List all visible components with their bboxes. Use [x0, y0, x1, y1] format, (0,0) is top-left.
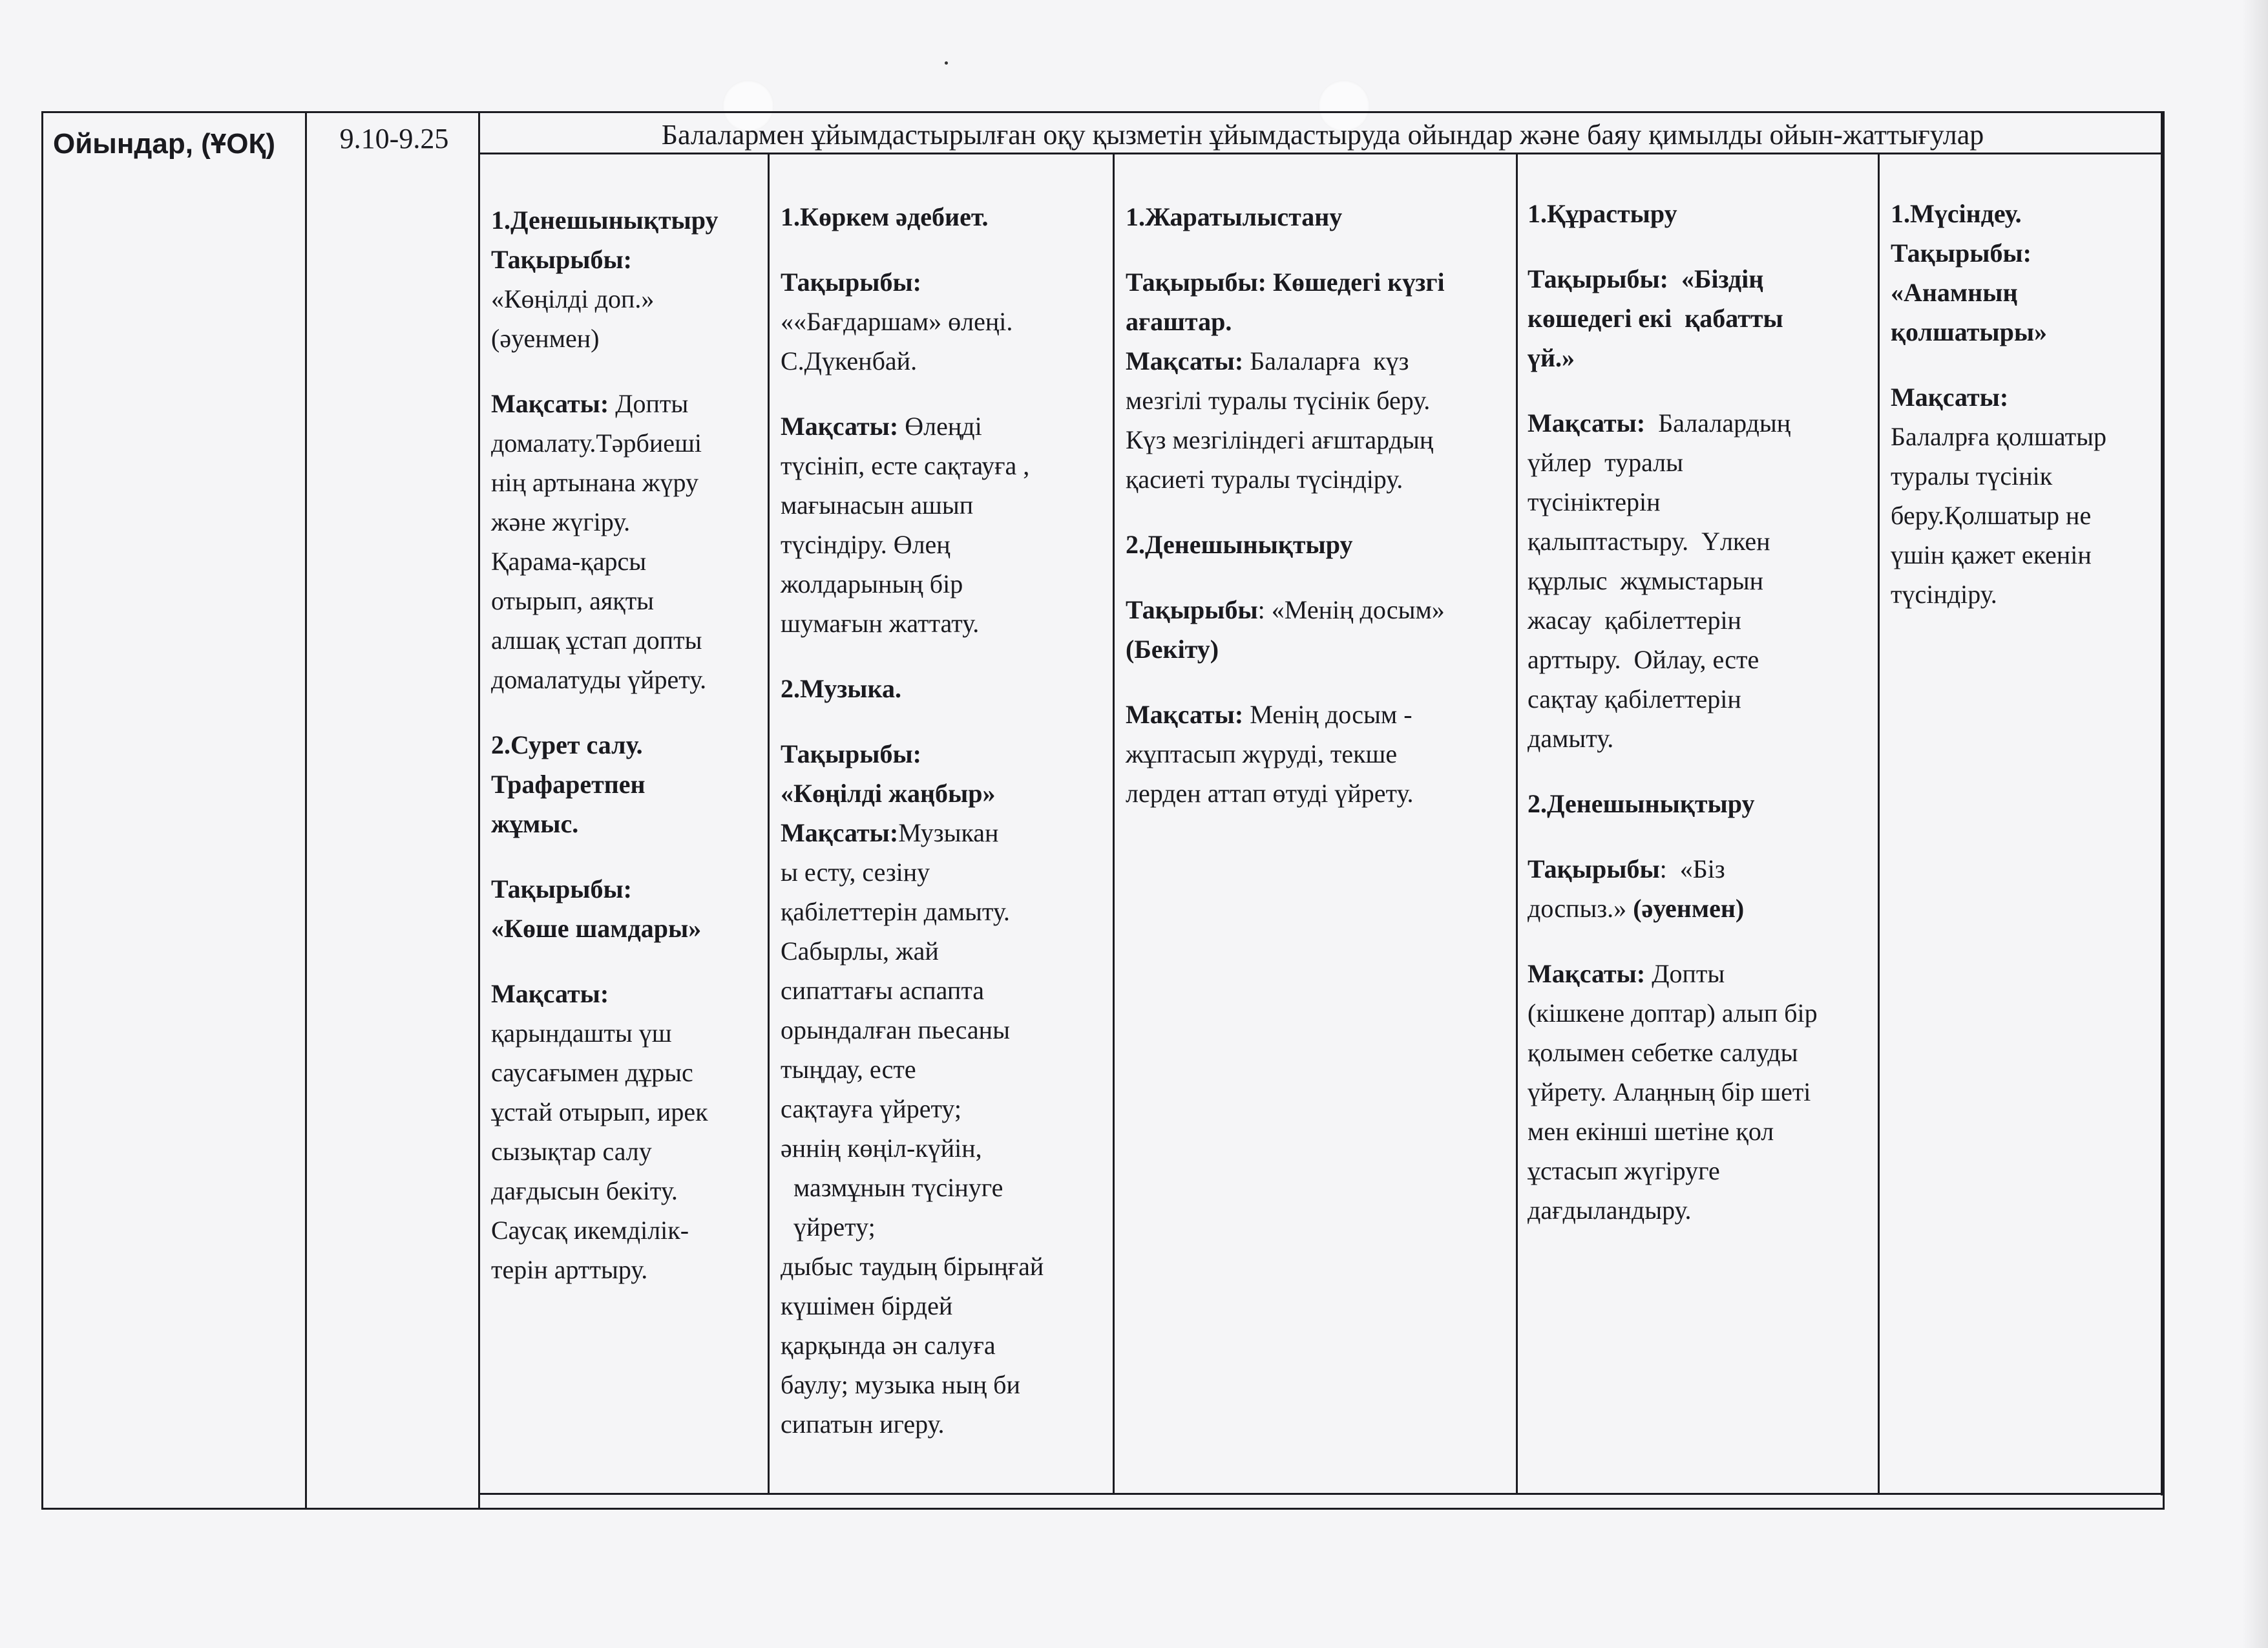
cell-text-line [1126, 302, 1513, 341]
cell-text-line [1528, 403, 1876, 443]
text: қарындашты үш [491, 1019, 672, 1048]
cell-text-line [1528, 679, 1876, 719]
cell-text-line [781, 407, 1109, 446]
cell-text-line [781, 1050, 1109, 1089]
text: Балалардың [1645, 408, 1791, 438]
text: сипатын игеру. [781, 1410, 945, 1439]
cell-text-line [1891, 575, 2157, 614]
cell-text-line [491, 1250, 762, 1289]
table-divider [2161, 111, 2163, 1495]
cell-text-line [781, 485, 1109, 525]
text: мен екінші шетіне қол [1528, 1117, 1774, 1146]
cell-text-line [491, 1053, 762, 1092]
cell-text-line [781, 262, 1109, 302]
paragraph-gap [1528, 377, 1876, 403]
cell-text-line [1891, 417, 2157, 456]
bold-text: Тақырыбы: Көшедегі күзгі [1126, 268, 1445, 297]
text: үшін қажет екенін [1891, 540, 2092, 569]
cell-text-line [1528, 889, 1876, 928]
cell-text-line [781, 446, 1109, 485]
text: сақтау қабілеттерін [1528, 684, 1741, 713]
cell-text-line [1126, 420, 1513, 460]
bold-text: (Бекіту) [1126, 635, 1219, 664]
bold-text: қолшатыры» [1891, 317, 2048, 346]
cell-text-line [781, 852, 1109, 892]
cell-text-line [491, 804, 762, 843]
cell-text-line [1528, 993, 1876, 1033]
text: мағынасын ашып [781, 491, 974, 520]
table-divider [1113, 153, 1115, 1494]
cell-text-line [781, 604, 1109, 643]
text: доспыз.» [1528, 894, 1627, 923]
text: ұстай отырып, ирек [491, 1097, 708, 1126]
bold-text: 1.Денешынықтыру [491, 206, 719, 235]
text: түсіндіру. [1891, 580, 1997, 609]
cell-text-line [491, 620, 762, 660]
text: баулу; музыка ның би [781, 1370, 1020, 1399]
cell-text-line [1528, 259, 1876, 299]
bold-text: «Анамның [1891, 278, 2018, 307]
cell-text-line [781, 341, 1109, 381]
text: сипаттағы аспапта [781, 976, 985, 1005]
cell-text-line [1528, 600, 1876, 640]
paragraph-gap [491, 358, 762, 384]
paragraph-gap [1528, 758, 1876, 784]
text: дамыту. [1528, 724, 1614, 753]
text: терін арттыру. [491, 1255, 648, 1284]
cell-text-line [781, 774, 1109, 813]
day-column [1126, 197, 1513, 813]
text: сақтауға үйрету; [781, 1094, 961, 1123]
cell-text-line [1528, 1190, 1876, 1230]
text: ««Бағдаршам» өлеңі. [781, 307, 1013, 336]
cell-text-line [491, 869, 762, 909]
cell-text-line [1891, 312, 2157, 352]
bold-text: «Көше шамдары» [491, 914, 702, 943]
cell-text-line [1891, 273, 2157, 312]
cell-text-line [491, 502, 762, 542]
text: Допты [609, 389, 689, 418]
bold-text: Тақырыбы: [491, 874, 632, 903]
text: С.Дүкенбай. [781, 346, 918, 375]
cell-text-line [781, 1207, 1109, 1247]
paragraph-gap [781, 237, 1109, 262]
bold-text: Мақсаты: [1528, 408, 1646, 438]
cell-text-line [1528, 849, 1876, 889]
paragraph-gap [781, 643, 1109, 669]
cell-text-line [1528, 954, 1876, 993]
cell-text-line [491, 581, 762, 620]
cell-text-line [1528, 299, 1876, 338]
cell-text-line [1528, 194, 1876, 233]
text: жұптасып жүруді, текше [1126, 739, 1398, 768]
cell-text-line [781, 302, 1109, 341]
paragraph-gap [781, 708, 1109, 734]
cell-text-line [1126, 695, 1513, 734]
text: жасау қабілеттерін [1528, 606, 1741, 635]
bold-text: 1.Көркем әдебиет. [781, 202, 989, 231]
paragraph-gap [1528, 233, 1876, 259]
text: домалатуды үйрету. [491, 665, 707, 694]
text: түсіндіру. Өлең [781, 530, 950, 559]
text: және жүгіру. [491, 507, 631, 536]
day-column [491, 200, 762, 1289]
text: беру.Қолшатыр не [1891, 501, 2092, 530]
bold-text: 2.Музыка. [781, 674, 901, 703]
cell-text-line [1528, 338, 1876, 377]
cell-text-line [781, 734, 1109, 774]
text: Допты [1645, 959, 1725, 988]
text: : «Біз [1659, 854, 1725, 883]
bold-text: көшедегі екі қабатты [1528, 304, 1783, 333]
cell-text-line [1126, 629, 1513, 669]
text: қасиеті туралы түсіндіру. [1126, 465, 1403, 494]
cell-text-line [781, 1247, 1109, 1286]
text: отырып, аяқты [491, 586, 655, 615]
cell-text-line [1126, 381, 1513, 420]
table-divider [305, 111, 307, 1510]
scan-speck [945, 61, 948, 65]
cell-text-line [781, 1365, 1109, 1404]
bold-text: (әуенмен) [1626, 894, 1745, 923]
bold-text: Тақырыбы: [491, 245, 632, 274]
paragraph-gap [781, 381, 1109, 407]
paragraph-gap [1126, 564, 1513, 590]
cell-text-line [491, 319, 762, 358]
day-column [781, 197, 1109, 1444]
cell-text-line [781, 971, 1109, 1010]
cell-text-line [1528, 640, 1876, 679]
cell-text-line [781, 1128, 1109, 1168]
cell-text-line [781, 813, 1109, 852]
paragraph-gap [1528, 928, 1876, 954]
section-label: Ойындар, (ҰОҚ) [53, 128, 276, 160]
bold-text: Тақырыбы [1126, 595, 1258, 624]
text: шумағын жаттату. [781, 609, 980, 638]
text: арттыру. Ойлау, есте [1528, 645, 1759, 674]
paragraph-gap [491, 948, 762, 974]
text: лерден аттап өтуді үйрету. [1126, 779, 1414, 808]
cell-text-line [1126, 734, 1513, 774]
text: Өлеңді [898, 412, 982, 441]
cell-text-line [1891, 496, 2157, 535]
text: ы есту, сезіну [781, 858, 930, 887]
text: жолдарының бір [781, 569, 963, 598]
bold-text: Мақсаты: [491, 389, 609, 418]
paragraph-gap [491, 699, 762, 725]
bold-text: 2.Денешынықтыру [1528, 789, 1755, 818]
bold-text: Тақырыбы: [1891, 238, 2032, 268]
bold-text: үй.» [1528, 343, 1575, 372]
paragraph-gap [491, 843, 762, 869]
text: Сабырлы, жай [781, 936, 939, 966]
cell-text-line [781, 1089, 1109, 1128]
text: қабілеттерін дамыту. [781, 897, 1010, 926]
activity-header: Балалармен ұйымдастырылған оқу қызметін ұйымдастыруда ойындар және баяу қимылды ойын-жаттығулар [661, 119, 1984, 151]
bold-text: Мақсаты: [1126, 346, 1244, 375]
page-edge-shadow [2242, 0, 2268, 1648]
cell-text-line [1126, 197, 1513, 237]
cell-text-line [1126, 262, 1513, 302]
paragraph-gap [1126, 499, 1513, 525]
bold-text: Мақсаты: [1891, 383, 2009, 412]
paragraph-gap [1528, 823, 1876, 849]
table-divider [1516, 153, 1518, 1494]
text: «Көңілді доп.» [491, 284, 655, 313]
cell-text-line [1528, 1112, 1876, 1151]
text: саусағымен дұрыс [491, 1058, 693, 1087]
text: сызықтар салу [491, 1137, 652, 1166]
cell-text-line [781, 669, 1109, 708]
bold-text: 1.Мүсіндеу. [1891, 199, 2022, 228]
cell-text-line [1126, 341, 1513, 381]
text: Музыкан [898, 818, 999, 847]
paragraph-gap [1126, 237, 1513, 262]
table-divider [478, 153, 2163, 154]
cell-text-line [1528, 1151, 1876, 1190]
table-divider [478, 1493, 2163, 1495]
cell-text-line [491, 423, 762, 463]
text: : «Менің досым» [1257, 595, 1445, 624]
cell-text-line [491, 542, 762, 581]
text: дыбыс таудың бірыңғай [781, 1252, 1044, 1281]
bold-text: 2.Денешынықтыру [1126, 530, 1353, 559]
text: әннің көңіл-күйін, [781, 1134, 982, 1163]
text: мезгілі туралы түсінік беру. [1126, 386, 1431, 415]
cell-text-line [491, 200, 762, 240]
text: Саусақ икемділік- [491, 1216, 689, 1245]
bold-text: Тақырыбы: «Біздің [1528, 264, 1764, 293]
bold-text: Тақырыбы [1528, 854, 1660, 883]
cell-text-line [781, 1010, 1109, 1050]
text: қалыптастыру. Үлкен [1528, 527, 1770, 556]
cell-text-line [1528, 443, 1876, 482]
text: құрлыс жұмыстарын [1528, 566, 1764, 595]
cell-text-line [781, 197, 1109, 237]
text: (әуенмен) [491, 324, 600, 353]
table-divider [478, 111, 480, 1510]
cell-text-line [1891, 233, 2157, 273]
text: түсініп, есте сақтауға , [781, 451, 1030, 480]
cell-text-line [781, 892, 1109, 931]
text: күшімен бірдей [781, 1291, 953, 1320]
bold-text: 1.Құрастыру [1528, 199, 1677, 228]
bold-text: 2.Сурет салу. [491, 730, 643, 759]
cell-text-line [491, 1092, 762, 1132]
time-slot: 9.10-9.25 [339, 123, 449, 154]
cell-text-line [1891, 377, 2157, 417]
text: дағдысын бекіту. [491, 1176, 678, 1205]
cell-text-line [781, 1286, 1109, 1326]
cell-text-line [781, 1326, 1109, 1365]
cell-text-line [1528, 561, 1876, 600]
bold-text: Мақсаты: [491, 979, 609, 1008]
cell-text-line [1126, 460, 1513, 499]
text: туралы түсінік [1891, 461, 2053, 491]
text: (кішкене доптар) алып бір [1528, 998, 1818, 1028]
cell-text-line [491, 384, 762, 423]
text: түсініктерін [1528, 487, 1661, 516]
table-divider [1878, 153, 1880, 1494]
text: Балалрға қолшатыр [1891, 422, 2107, 451]
cell-text-line [781, 564, 1109, 604]
text: мазмұнын түсінуге [781, 1173, 1003, 1202]
cell-text-line [781, 1168, 1109, 1207]
cell-text-line [491, 660, 762, 699]
table-divider [768, 153, 770, 1494]
text: Күз мезгіліндегі ағштардың [1126, 425, 1434, 454]
cell-text-line [1528, 719, 1876, 758]
bold-text: «Көңілді жаңбыр» [781, 779, 996, 808]
cell-text-line [1126, 525, 1513, 564]
bold-text: Тақырыбы: [781, 268, 921, 297]
text: үйлер туралы [1528, 448, 1684, 477]
cell-text-line [1528, 482, 1876, 522]
text: нің артынана жүру [491, 468, 698, 497]
cell-text-line [1528, 1033, 1876, 1072]
text: орындалған пьесаны [781, 1015, 1010, 1044]
cell-text-line [491, 725, 762, 765]
day-column [1891, 194, 2157, 614]
cell-text-line [1528, 1072, 1876, 1112]
day-column [1528, 194, 1876, 1230]
text: үйрету. Алаңның бір шеті [1528, 1077, 1811, 1106]
bold-text: Мақсаты: [1126, 700, 1244, 729]
text: дағдыландыру. [1528, 1196, 1692, 1225]
cell-text-line [1891, 456, 2157, 496]
text: қолымен себетке салуды [1528, 1038, 1798, 1067]
text: үйрету; [781, 1212, 876, 1241]
paragraph-gap [1126, 669, 1513, 695]
bold-text: жұмыс. [491, 809, 579, 838]
text: Балаларға күз [1243, 346, 1409, 375]
text: Қарама-қарсы [491, 547, 647, 576]
bold-text: Тақырыбы: [781, 739, 921, 768]
cell-text-line [491, 1132, 762, 1171]
text: домалату.Тәрбиеші [491, 428, 702, 458]
bold-text: ағаштар. [1126, 307, 1232, 336]
text: алшақ ұстап допты [491, 626, 702, 655]
cell-text-line [491, 1171, 762, 1210]
text: қарқында ән салуға [781, 1331, 996, 1360]
cell-text-line [781, 1404, 1109, 1444]
cell-text-line [491, 279, 762, 319]
bold-text: Трафаретпен [491, 770, 646, 799]
cell-text-line [491, 1210, 762, 1250]
text: ұстасып жүгіруге [1528, 1156, 1720, 1185]
cell-text-line [781, 931, 1109, 971]
cell-text-line [1891, 194, 2157, 233]
cell-text-line [491, 463, 762, 502]
cell-text-line [491, 909, 762, 948]
cell-text-line [781, 525, 1109, 564]
bold-text: 1.Жаратылыстану [1126, 202, 1343, 231]
cell-text-line [1891, 535, 2157, 575]
cell-text-line [1126, 774, 1513, 813]
bold-text: Мақсаты: [781, 818, 899, 847]
cell-text-line [491, 240, 762, 279]
bold-text: Мақсаты: [781, 412, 899, 441]
text: тыңдау, есте [781, 1055, 916, 1084]
cell-text-line [491, 974, 762, 1013]
cell-text-line [1126, 590, 1513, 629]
bold-text: Мақсаты: [1528, 959, 1646, 988]
cell-text-line [491, 765, 762, 804]
cell-text-line [1528, 784, 1876, 823]
paragraph-gap [1891, 352, 2157, 377]
text: Менің досым - [1243, 700, 1412, 729]
cell-text-line [491, 1013, 762, 1053]
cell-text-line [1528, 522, 1876, 561]
